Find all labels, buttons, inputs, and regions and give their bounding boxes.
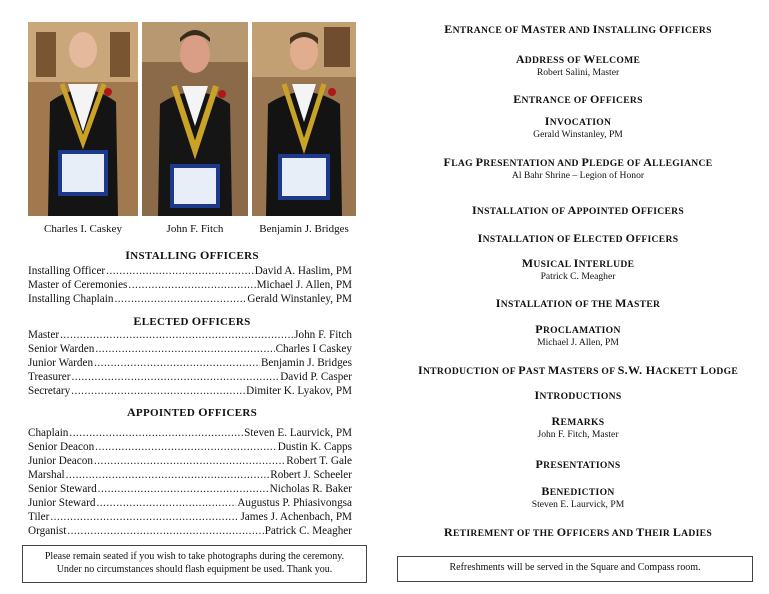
program-heading: INTRODUCTIONS bbox=[534, 388, 622, 402]
officer-row: Senior Steward ..... Nicholas R. Baker bbox=[28, 483, 352, 497]
program-heading: INSTALLATION OF APPOINTED OFFICERS bbox=[471, 203, 685, 217]
program-presenter: Al Bahr Shrine – Legion of Honor bbox=[511, 170, 645, 181]
program-heading: ENTRANCE OF MASTER AND INSTALLING OFFICERS bbox=[444, 22, 712, 36]
program-heading: MUSICAL INTERLUDE bbox=[521, 256, 635, 270]
program-heading: PROCLAMATION bbox=[535, 322, 621, 336]
officer-row: Tiler ..... James J. Achenbach, PM bbox=[28, 511, 352, 525]
photo-john-fitch bbox=[142, 22, 248, 216]
officer-row: Junior Warden ..... Benjamin J. Bridges bbox=[28, 357, 352, 371]
elected-officers-heading: ELECTED OFFICERS bbox=[133, 314, 251, 328]
program-heading: INSTALLATION OF THE MASTER bbox=[495, 296, 661, 310]
program-presenter: Steven E. Laurvick, PM bbox=[531, 499, 625, 510]
officer-row: Installing Officer ..... David A. Haslim, PM bbox=[28, 265, 352, 279]
program-heading: INVOCATION bbox=[544, 114, 612, 128]
installing-officers-heading: INSTALLING OFFICERS bbox=[125, 248, 259, 262]
program-heading: FLAG PRESENTATION AND PLEDGE OF ALLEGIANCE bbox=[443, 155, 713, 169]
appointed-officers-heading: APPOINTED OFFICERS bbox=[126, 405, 258, 419]
program-presenter: Michael J. Allen, PM bbox=[537, 337, 619, 348]
program-heading: INSTALLATION OF ELECTED OFFICERS bbox=[477, 231, 679, 245]
officer-row: Junior Deacon ..... Robert T. Gale bbox=[28, 455, 352, 469]
notice-line: Under no circumstances should flash equipment be used. Thank you. bbox=[56, 564, 333, 575]
officer-row: Treasurer ..... David P. Casper bbox=[28, 371, 352, 385]
notice-line: Please remain seated if you wish to take photographs during the ceremony. bbox=[44, 551, 345, 562]
officer-row: Junior Steward ..... Augustus P. Phiasivongsa bbox=[28, 497, 352, 511]
officer-row: Master ..... John F. Fitch bbox=[28, 329, 352, 343]
program-heading: BENEDICTION bbox=[541, 484, 615, 498]
photography-notice bbox=[22, 545, 367, 583]
program-presenter: Patrick C. Meagher bbox=[540, 271, 616, 282]
officer-row: Secretary ..... Dimiter K. Lyakov, PM bbox=[28, 385, 352, 399]
photo-charles-caskey bbox=[28, 22, 138, 216]
program-presenter: Gerald Winstanley, PM bbox=[533, 129, 623, 140]
program-presenter: John F. Fitch, Master bbox=[537, 429, 619, 440]
officer-row: Master of Ceremonies ..... Michael J. Allen, PM bbox=[28, 279, 352, 293]
refreshments-notice bbox=[397, 556, 753, 582]
refreshments-text: Refreshments will be served in the Square and Compass room. bbox=[449, 562, 701, 573]
program-heading: ADDRESS OF WELCOME bbox=[515, 52, 641, 66]
photo-caption: Benjamin J. Bridges bbox=[259, 223, 349, 235]
officer-row: Marshal ..... Robert J. Scheeler bbox=[28, 469, 352, 483]
program-heading: REMARKS bbox=[551, 414, 605, 428]
officer-row: Chaplain ..... Steven E. Laurvick, PM bbox=[28, 427, 352, 441]
photo-caption: John F. Fitch bbox=[166, 223, 224, 235]
program-presenter: Robert Salini, Master bbox=[536, 67, 620, 78]
program-heading: PRESENTATIONS bbox=[535, 457, 621, 471]
officer-row: Senior Warden ..... Charles I Caskey bbox=[28, 343, 352, 357]
officer-row: Senior Deacon ..... Dustin K. Capps bbox=[28, 441, 352, 455]
program-heading: INTRODUCTION OF PAST MASTERS OF S.W. HACKETT LODGE bbox=[417, 363, 739, 377]
officer-row: Organist ..... Patrick C. Meagher bbox=[28, 525, 352, 539]
officer-row: Installing Chaplain ..... Gerald Winstanley, PM bbox=[28, 293, 352, 307]
program-heading: RETIREMENT OF THE OFFICERS AND THEIR LADIES bbox=[443, 525, 712, 539]
photo-caption: Charles I. Caskey bbox=[44, 223, 122, 235]
photo-benjamin-bridges bbox=[252, 22, 356, 216]
program-heading: ENTRANCE OF OFFICERS bbox=[513, 92, 643, 106]
